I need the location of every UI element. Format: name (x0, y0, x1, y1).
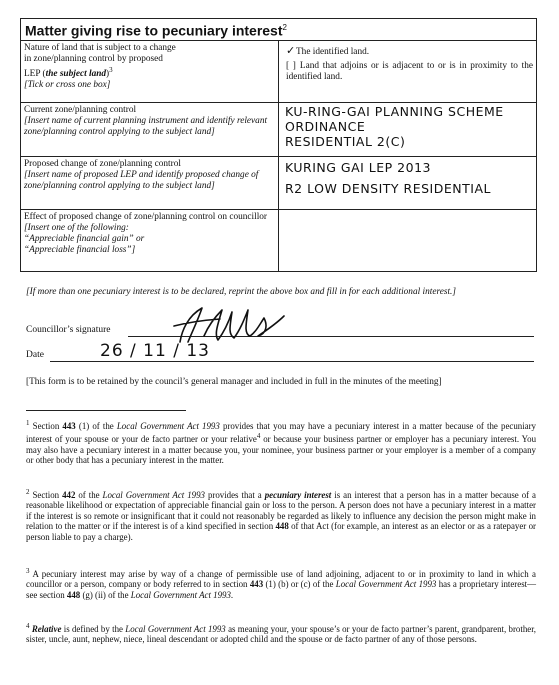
retention-note: [This form is to be retained by the council’s general manager and included in full in the minutes of the meeting] (26, 377, 442, 387)
date-label: Date (26, 350, 44, 360)
footnote-4-number: 4 (26, 622, 30, 630)
footnote-2-number: 2 (26, 488, 30, 496)
fn2-text-a: Section (32, 489, 63, 500)
nature-subject-land: the subject land (45, 68, 107, 79)
nature-line-3a: LEP ( (24, 68, 46, 79)
effect-instruction-2: “Appreciable financial gain” or (24, 233, 145, 244)
fn3-section: 443 (249, 579, 264, 590)
fn4-term: Relative (31, 623, 62, 634)
row-current-zone-label (21, 102, 279, 156)
tick-mark[interactable]: ✓ (286, 43, 296, 57)
footnote-3-number: 3 (26, 567, 30, 575)
fn4-text-b: as meaning your, your spouse’s or your de facto partner’s parent, grandparent, brother, sister, uncle, aunt, nephew, niece, lineal descendant or adopted child and the spouse or de facto partner of any of those persons. (26, 623, 537, 645)
date-line[interactable] (50, 361, 534, 362)
fn3-text-d: (g) (ii) of the (80, 589, 131, 600)
current-zone-handwriting-2: ORDINANCE (285, 118, 366, 134)
table-title-text: Matter giving rise to pecuniary interest (25, 22, 283, 39)
row-effect-label (21, 209, 279, 271)
effect-instruction-1: [Insert one of the following: (24, 222, 129, 233)
fn1-text-c: provides that you may have a pecuniary interest in a matter because of the pecuniary interest of your spouse or your de facto partner or your relative (26, 420, 536, 445)
footnote-3 (26, 566, 536, 600)
fn2-term: pecuniary interest (264, 489, 332, 500)
row-effect-value[interactable] (279, 209, 537, 271)
fn2-text-c: provides that a (204, 489, 265, 500)
fn1-text-b: (1) of the (75, 420, 117, 431)
footnote-2 (26, 487, 536, 542)
fn3-text-a: A pecuniary interest may arise by way of a change of permissible use of land adjoining, adjacent to or in proximity to land in which a councillor or a person, company or body referred to in section (26, 568, 536, 590)
current-zone-instruction: [Insert name of current planning instrument and identify relevant zone/planning control applying to the subject land] (24, 115, 268, 137)
option-adjoining-land-text: Land that adjoins or is adjacent to or is in proximity to the identified land. (286, 60, 533, 82)
current-zone-handwriting-3: RESIDENTIAL 2(C) (285, 133, 406, 149)
footnote-1 (26, 418, 536, 466)
current-zone-handwriting-1: KU-RING-GAI PLANNING SCHEME (285, 103, 504, 119)
row-nature-of-land-options (279, 40, 537, 102)
nature-line-1: Nature of land that is subject to a change (24, 42, 176, 53)
fn2-section-448: 448 (275, 521, 289, 532)
effect-heading: Effect of proposed change of zone/planning control on councillor (24, 211, 268, 222)
option-identified-land[interactable] (286, 45, 533, 58)
current-zone-heading: Current zone/planning control (24, 104, 137, 115)
pecuniary-interest-table (20, 18, 537, 272)
row-proposed-change-value[interactable] (279, 156, 537, 209)
fn3-text-c: has a proprietary interest—see section (26, 579, 536, 600)
nature-line-2: in zone/planning control by proposed (24, 53, 163, 64)
fn4-text-a: is defined by the (61, 623, 126, 634)
fn2-text-d: is an interest that a person has in a matter because of a reasonable likelihood or expectation of appreciable financial gain or loss to the person. A person does not have a pecuniary interest in a matter if the interest is so remote or insignificant that it could not reasonably be regarded as likely to influence any decision the person might make in relation to the matter or if the interest is of a kind specified in section (26, 489, 536, 532)
fn3-section-448: 448 (66, 589, 81, 600)
signature-label: Councillor’s signature (26, 325, 111, 335)
fn2-act: Local Government Act 1993 (102, 489, 205, 500)
nature-line-3c: ) (106, 68, 110, 79)
fn1-act: Local Government Act 1993 (116, 420, 220, 431)
fn4-act: Local Government Act 1993 (125, 623, 226, 634)
nature-instruction: [Tick or cross one box] (24, 79, 111, 90)
row-nature-of-land-label (21, 40, 279, 102)
empty-checkbox[interactable]: [ ] (286, 60, 296, 71)
fn1-text-a: Section (32, 420, 63, 431)
table-title (21, 19, 537, 41)
footnote-divider (26, 410, 186, 411)
fn1-section: 443 (62, 420, 76, 431)
fn2-text-e: of that Act (for example, an interest as an elector or as a ratepayer or person liable to pay a charge). (26, 521, 536, 542)
fn2-section: 442 (62, 489, 76, 500)
fn2-text-b: of the (75, 489, 103, 500)
option-adjoining-land[interactable] (286, 61, 533, 83)
fn3-text-e: . (230, 589, 234, 600)
proposed-change-handwriting-1: KURING GAI LEP 2013 (285, 159, 431, 175)
row-current-zone-value[interactable] (279, 102, 537, 156)
fn3-text-b: (1) (b) or (c) of the (263, 579, 336, 590)
row-proposed-change-label (21, 156, 279, 209)
proposed-change-instruction: [Insert name of proposed LEP and identify proposed change of zone/planning control applying to the subject land] (24, 169, 259, 191)
proposed-change-heading: Proposed change of zone/planning control (24, 158, 181, 169)
nature-footnote-ref: 3 (109, 65, 113, 74)
fn1-ref: 4 (256, 432, 261, 441)
footnote-4 (26, 621, 536, 645)
fn3-act: Local Government Act 1993 (335, 579, 437, 590)
option-identified-land-text: The identified land. (296, 46, 370, 57)
title-footnote-ref: 2 (282, 23, 287, 32)
more-interest-note: [If more than one pecuniary interest is to be declared, reprint the above box and fill in for each additional interest.] (26, 287, 456, 297)
date-handwriting: 26 / 11 / 13 (100, 341, 210, 361)
fn1-text-d: or because your business partner or employer has a pecuniary interest. You may also have a pecuniary interest in a matter because you, your nominee, your business partner or your employer is a member of a company or other body that has a pecuniary interest in the matter. (26, 434, 537, 466)
fn3-act-2: Local Government Act 1993 (130, 589, 231, 600)
proposed-change-handwriting-2: R2 LOW DENSITY RESIDENTIAL (285, 180, 491, 196)
effect-instruction-3: “Appreciable financial loss”] (24, 244, 136, 255)
footnote-1-number: 1 (26, 419, 30, 427)
